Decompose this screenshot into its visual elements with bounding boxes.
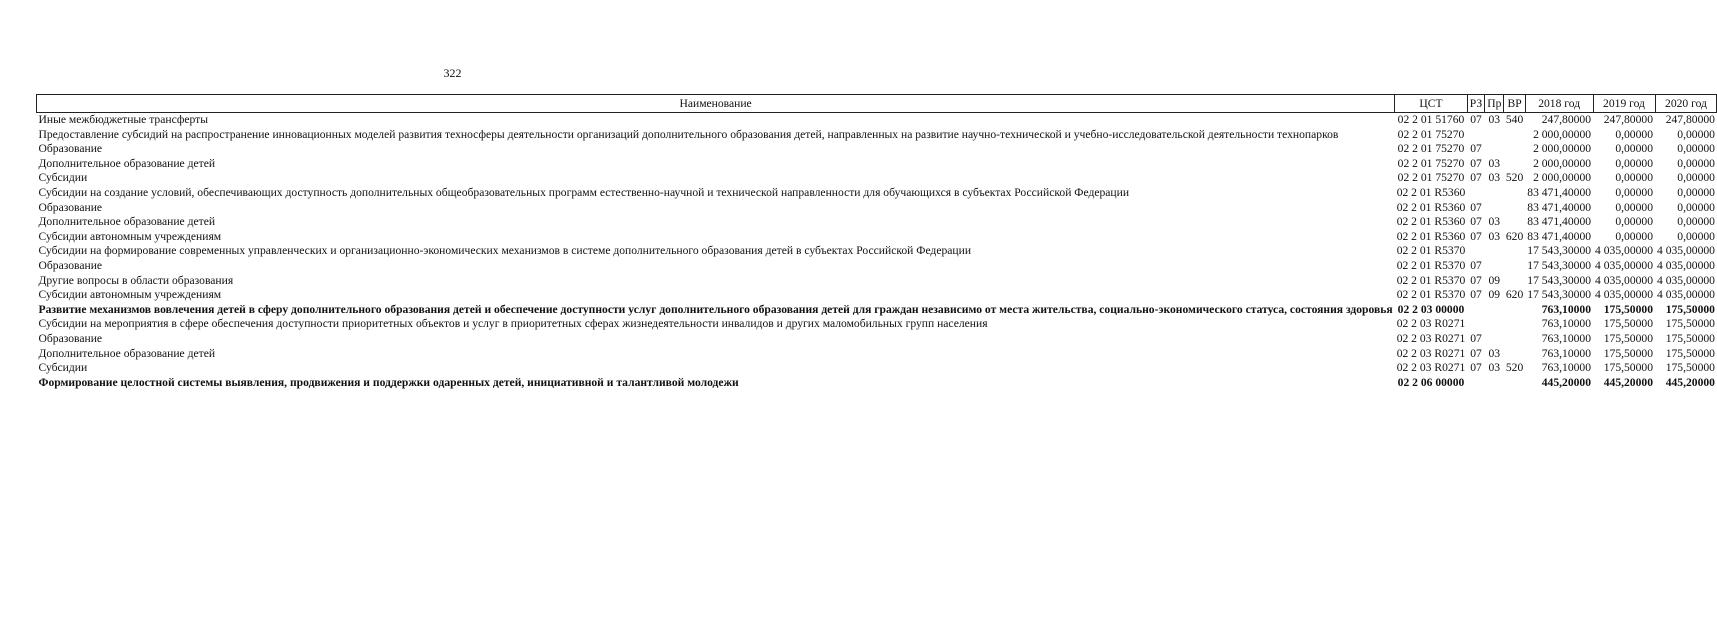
cell-pr — [1485, 244, 1504, 259]
cell-2020: 4 035,00000 — [1657, 273, 1715, 287]
cell-2020: 0,00000 — [1677, 171, 1715, 185]
cell-2018: 83 471,40000 — [1527, 200, 1592, 214]
cell-2020: 0,00000 — [1677, 127, 1715, 141]
cell-vr — [1504, 274, 1525, 289]
cell-2018: 763,10000 — [1541, 302, 1592, 316]
cell-2019: 175,50000 — [1603, 317, 1653, 331]
cell-cst: 02 2 03 R0271 — [1396, 346, 1466, 360]
cell-name: Образование — [38, 200, 103, 214]
cell-2019: 4 035,00000 — [1595, 273, 1653, 287]
cell-cst: 02 2 01 51760 — [1397, 113, 1465, 126]
cell-2019: 0,00000 — [1615, 200, 1653, 214]
cell-pr — [1485, 128, 1504, 143]
cell-pr — [1485, 332, 1504, 347]
cell-cst: 02 2 03 R0271 — [1396, 361, 1466, 375]
cell-2018: 763,10000 — [1541, 331, 1592, 345]
cell-vr — [1504, 259, 1525, 274]
cell-cst: 02 2 01 R5360 — [1396, 215, 1466, 229]
cell-vr: 520 — [1505, 171, 1524, 185]
cell-2020: 4 035,00000 — [1657, 258, 1715, 272]
cell-2020: 0,00000 — [1677, 142, 1715, 156]
cell-pr: 03 — [1488, 229, 1501, 243]
cell-pr: 03 — [1488, 361, 1501, 375]
table-row — [37, 274, 1717, 289]
cell-2018: 445,20000 — [1541, 375, 1592, 389]
cell-rz: 07 — [1470, 273, 1482, 287]
cell-cst: 02 2 01 R5360 — [1396, 229, 1466, 243]
cell-cst: 02 2 06 00000 — [1397, 375, 1465, 389]
header-vr: ВР — [1504, 95, 1525, 113]
cell-2020: 175,50000 — [1665, 317, 1715, 331]
cell-name: Субсидии автономным учреждениям — [38, 229, 222, 243]
table-row — [37, 157, 1717, 172]
cell-2018: 83 471,40000 — [1527, 185, 1592, 199]
cell-2020: 0,00000 — [1677, 200, 1715, 214]
cell-pr — [1485, 303, 1504, 318]
cell-name: Субсидии — [38, 361, 88, 375]
header-pr: Пр — [1485, 95, 1504, 113]
header-2018: 2018 год — [1525, 95, 1593, 113]
cell-2019: 0,00000 — [1615, 215, 1653, 229]
cell-rz: 07 — [1470, 142, 1482, 156]
table-row — [37, 317, 1717, 332]
cell-rz: 07 — [1470, 113, 1482, 126]
cell-rz: 07 — [1470, 258, 1482, 272]
cell-cst: 02 2 03 00000 — [1397, 302, 1465, 316]
cell-vr — [1504, 128, 1525, 143]
table-row — [37, 244, 1717, 259]
cell-pr: 03 — [1488, 215, 1501, 229]
header-cst: ЦСТ — [1395, 95, 1468, 113]
cell-pr — [1485, 186, 1504, 201]
cell-rz: 07 — [1470, 171, 1482, 185]
cell-2018: 763,10000 — [1541, 346, 1592, 360]
cell-rz: 07 — [1470, 215, 1482, 229]
cell-2019: 247,80000 — [1603, 113, 1653, 126]
cell-vr — [1504, 332, 1525, 347]
cell-2018: 17 543,30000 — [1527, 288, 1592, 302]
cell-vr — [1504, 142, 1525, 157]
budget-table — [36, 94, 1717, 390]
cell-2019: 4 035,00000 — [1595, 288, 1653, 302]
cell-2018: 2 000,00000 — [1533, 127, 1592, 141]
cell-rz: 07 — [1470, 156, 1482, 170]
cell-rz — [1467, 244, 1484, 259]
cell-pr — [1485, 317, 1504, 332]
cell-rz — [1467, 303, 1484, 318]
cell-2020: 0,00000 — [1677, 215, 1715, 229]
cell-vr — [1504, 186, 1525, 201]
cell-name: Иные межбюджетные трансферты — [38, 113, 209, 126]
cell-2019: 0,00000 — [1615, 156, 1653, 170]
table-row — [37, 361, 1717, 376]
cell-2019: 0,00000 — [1615, 185, 1653, 199]
cell-2020: 4 035,00000 — [1657, 288, 1715, 302]
cell-vr: 540 — [1505, 113, 1524, 126]
cell-2018: 17 543,30000 — [1527, 244, 1592, 258]
cell-name: Образование — [38, 331, 103, 345]
header-rz: РЗ — [1467, 95, 1484, 113]
cell-name: Субсидии на создание условий, обеспечивающих доступность дополнительных общеобразовательных программ естественно-научной и технической направленности для обучающихся в субъектах Российской Федерации — [38, 185, 1130, 199]
table-row — [37, 230, 1717, 245]
cell-pr: 03 — [1488, 346, 1501, 360]
cell-2019: 0,00000 — [1615, 229, 1653, 243]
cell-cst: 02 2 01 75270 — [1397, 127, 1465, 141]
cell-2019: 175,50000 — [1603, 361, 1653, 375]
header-2019: 2019 год — [1593, 95, 1655, 113]
cell-2019: 0,00000 — [1615, 171, 1653, 185]
cell-cst: 02 2 01 R5370 — [1396, 273, 1466, 287]
cell-2018: 2 000,00000 — [1533, 171, 1592, 185]
cell-pr — [1485, 259, 1504, 274]
cell-vr: 620 — [1505, 229, 1524, 243]
cell-name: Дополнительное образование детей — [38, 215, 216, 229]
cell-name: Развитие механизмов вовлечения детей в сферу дополнительного образования детей и обеспечение доступности услуг дополнительного образования детей для граждан независимо от места жительства, социально-экономического статуса, состояния здоровья — [38, 302, 1393, 316]
cell-rz — [1467, 186, 1484, 201]
cell-cst: 02 2 01 R5370 — [1396, 258, 1466, 272]
table-row — [37, 259, 1717, 274]
cell-rz: 07 — [1470, 331, 1482, 345]
cell-cst: 02 2 01 R5370 — [1396, 244, 1466, 258]
cell-2018: 2 000,00000 — [1533, 156, 1592, 170]
cell-vr — [1504, 376, 1525, 391]
cell-2020: 247,80000 — [1665, 113, 1715, 126]
header-name: Наименование — [37, 95, 1395, 113]
cell-pr — [1485, 376, 1504, 391]
cell-2020: 0,00000 — [1677, 156, 1715, 170]
page-number: 322 — [443, 66, 462, 80]
table-row — [37, 303, 1717, 318]
cell-rz: 07 — [1470, 229, 1482, 243]
cell-2020: 175,50000 — [1665, 302, 1715, 316]
cell-vr: 520 — [1505, 361, 1524, 375]
cell-name: Субсидии автономным учреждениям — [38, 288, 222, 302]
cell-cst: 02 2 01 75270 — [1397, 142, 1465, 156]
table-row — [37, 113, 1717, 128]
cell-vr — [1504, 157, 1525, 172]
cell-vr: 620 — [1505, 288, 1524, 302]
table-row — [37, 186, 1717, 201]
table-row — [37, 142, 1717, 157]
cell-2020: 4 035,00000 — [1657, 244, 1715, 258]
table-row — [37, 376, 1717, 391]
cell-2020: 175,50000 — [1665, 361, 1715, 375]
cell-2019: 4 035,00000 — [1595, 258, 1653, 272]
cell-cst: 02 2 01 R5370 — [1396, 288, 1466, 302]
cell-2019: 175,50000 — [1603, 331, 1653, 345]
cell-rz: 07 — [1470, 346, 1482, 360]
cell-name: Образование — [38, 258, 103, 272]
cell-2020: 445,20000 — [1665, 375, 1715, 389]
cell-2020: 175,50000 — [1665, 331, 1715, 345]
cell-pr — [1485, 201, 1504, 216]
cell-name: Субсидии на формирование современных управленческих и организационно-экономических механизмов в системе дополнительного образования детей в субъектах Российской Федерации — [38, 244, 972, 258]
cell-2019: 0,00000 — [1615, 127, 1653, 141]
cell-rz: 07 — [1470, 288, 1482, 302]
cell-name: Формирование целостной системы выявления, продвижения и поддержки одаренных детей, инициативной и талантливой молодежи — [38, 375, 739, 389]
table-row — [37, 347, 1717, 362]
table-row — [37, 171, 1717, 186]
cell-vr — [1504, 317, 1525, 332]
cell-2018: 83 471,40000 — [1527, 229, 1592, 243]
cell-2018: 17 543,30000 — [1527, 258, 1592, 272]
cell-cst: 02 2 01 R5360 — [1396, 200, 1466, 214]
cell-2018: 247,80000 — [1541, 113, 1592, 126]
cell-name: Субсидии на мероприятия в сфере обеспечения доступности приоритетных объектов и услуг в приоритетных сферах жизнедеятельности инвалидов и других маломобильных групп населения — [38, 317, 988, 331]
table-row — [37, 201, 1717, 216]
cell-cst: 02 2 03 R0271 — [1396, 317, 1466, 331]
cell-cst: 02 2 03 R0271 — [1396, 331, 1466, 345]
cell-rz — [1467, 376, 1484, 391]
cell-2018: 763,10000 — [1541, 361, 1592, 375]
cell-vr — [1504, 215, 1525, 230]
cell-pr: 03 — [1488, 171, 1501, 185]
cell-2018: 83 471,40000 — [1527, 215, 1592, 229]
cell-pr: 03 — [1488, 113, 1501, 126]
cell-vr — [1504, 347, 1525, 362]
cell-name: Образование — [38, 142, 103, 156]
cell-name: Другие вопросы в области образования — [38, 273, 234, 287]
cell-cst: 02 2 01 R5360 — [1396, 185, 1466, 199]
cell-name: Дополнительное образование детей — [38, 346, 216, 360]
cell-pr: 03 — [1488, 156, 1501, 170]
cell-2020: 0,00000 — [1677, 185, 1715, 199]
cell-pr: 09 — [1488, 288, 1501, 302]
cell-name: Предоставление субсидий на распространение инновационных моделей развития техносферы деятельности организаций дополнительного образования детей, направленных на развитие научно-технической и учебно-исследовательской деятельности технопарков — [38, 127, 1339, 141]
cell-rz — [1467, 128, 1484, 143]
cell-pr — [1485, 142, 1504, 157]
cell-rz — [1467, 317, 1484, 332]
cell-pr: 09 — [1488, 273, 1501, 287]
cell-cst: 02 2 01 75270 — [1397, 156, 1465, 170]
cell-2019: 4 035,00000 — [1595, 244, 1653, 258]
cell-name: Субсидии — [38, 171, 88, 185]
cell-vr — [1504, 244, 1525, 259]
cell-2020: 175,50000 — [1665, 346, 1715, 360]
table-row — [37, 288, 1717, 303]
header-2020: 2020 год — [1655, 95, 1717, 113]
cell-2019: 175,50000 — [1603, 302, 1653, 316]
table-header-row — [37, 95, 1717, 113]
table-row — [37, 215, 1717, 230]
cell-2018: 2 000,00000 — [1533, 142, 1592, 156]
table-row — [37, 332, 1717, 347]
cell-vr — [1504, 303, 1525, 318]
cell-2019: 175,50000 — [1603, 346, 1653, 360]
table-row — [37, 128, 1717, 143]
cell-name: Дополнительное образование детей — [38, 156, 216, 170]
cell-2020: 0,00000 — [1677, 229, 1715, 243]
cell-rz: 07 — [1470, 361, 1482, 375]
cell-2019: 0,00000 — [1615, 142, 1653, 156]
cell-rz: 07 — [1470, 200, 1482, 214]
cell-2018: 763,10000 — [1541, 317, 1592, 331]
cell-2018: 17 543,30000 — [1527, 273, 1592, 287]
cell-vr — [1504, 201, 1525, 216]
cell-2019: 445,20000 — [1603, 375, 1653, 389]
table-body — [37, 113, 1717, 391]
cell-cst: 02 2 01 75270 — [1397, 171, 1465, 185]
